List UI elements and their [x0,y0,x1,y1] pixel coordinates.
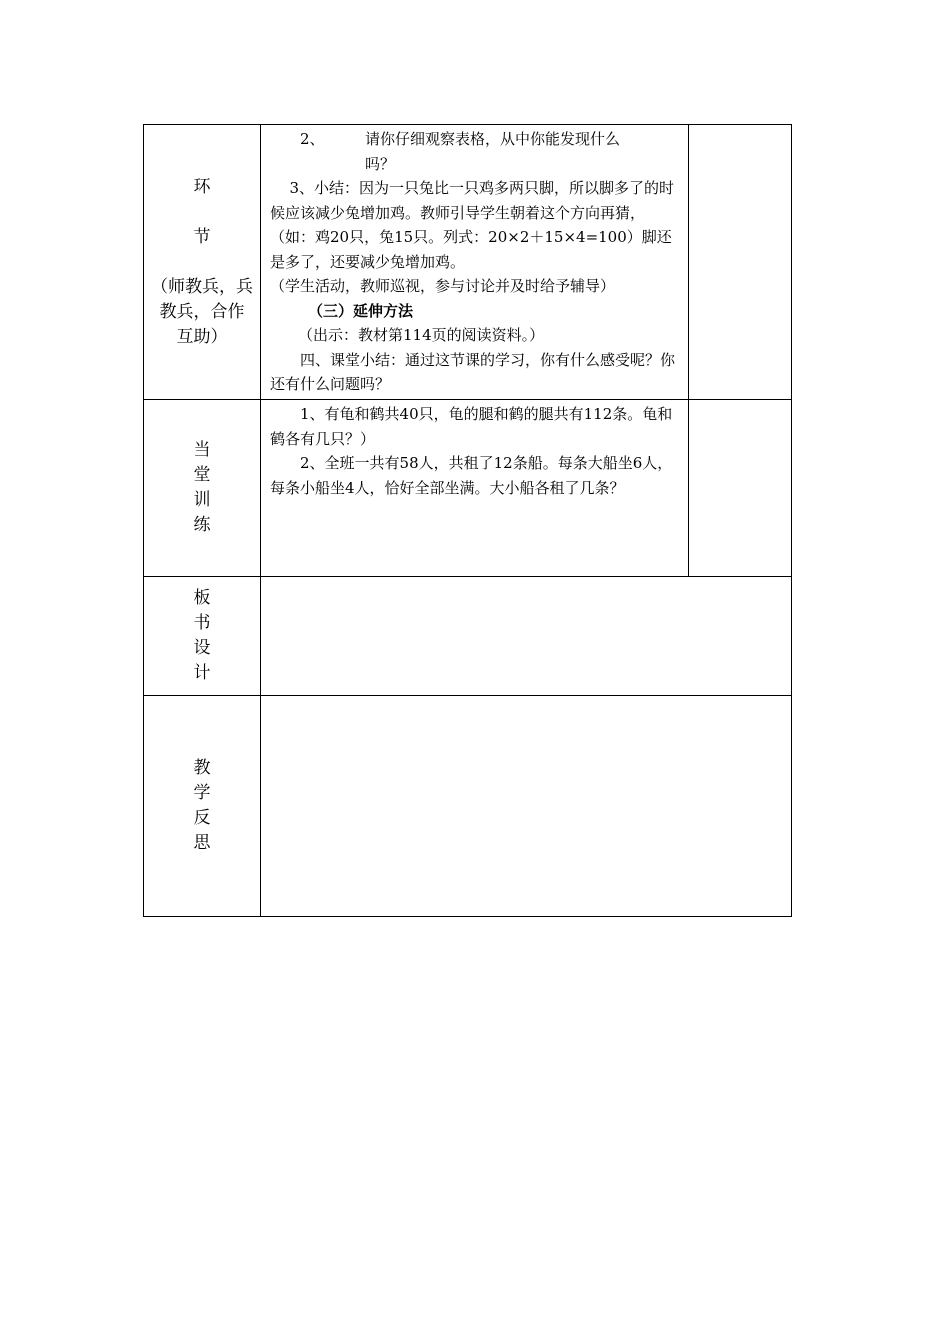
label-line: 训 [193,490,211,510]
label-board-design [144,577,261,696]
practice-content [261,400,689,577]
label-line: 设 [193,638,211,658]
lesson-plan-table [143,124,792,917]
row-reflection [144,696,792,917]
label-process [144,125,261,400]
reflection-content [261,696,792,917]
label-line: 节 [193,226,211,247]
label-line: 练 [193,515,211,535]
item-2-text: 请你仔细观察表格，从中你能发现什么 [365,130,621,148]
row-process [144,125,792,400]
label-line: 计 [193,663,211,683]
label-line: （师教兵，兵 [151,276,253,297]
practice-question-1: 1、有龟和鹤共40只，龟的腿和鹤的腿共有112条。龟和鹤各有几只？） [270,405,673,448]
process-content [261,125,689,400]
show-note: （出示：教材第114页的阅读资料。） [298,326,545,344]
row-practice [144,400,792,577]
activity-note: （学生活动，教师巡视，参与讨论并及时给予辅导） [270,277,616,295]
item-2 [270,127,682,152]
label-practice [144,400,261,577]
label-line: 堂 [193,465,211,485]
section-four-paragraph: 四、课堂小结：通过这节课的学习，你有什么感受呢？你还有什么问题吗？ [270,350,676,393]
label-line: 板 [193,588,211,608]
row-board-design [144,577,792,696]
section-three-heading: （三）延伸方法 [308,301,414,320]
label-line: 学 [193,783,211,803]
label-line: 教兵，合作 [159,301,245,322]
item-2-text-cont: 吗？ [365,154,396,173]
board-design-content [261,577,792,696]
practice-question-2: 2、全班一共有58人，共租了12条船。每条大船坐6人，每条小船坐4人，恰好全部坐满。大小船各租了几条？ [270,454,673,497]
label-line: 反 [193,808,211,828]
empty-cell [689,125,792,400]
label-reflection [144,696,261,917]
empty-cell [689,400,792,577]
label-line: 互助） [176,326,228,347]
label-line: 书 [193,613,211,633]
item-2-number: 2、 [300,130,325,148]
label-line: 教 [193,758,211,778]
label-line: 环 [193,176,211,197]
label-line: 思 [193,833,211,853]
summary-paragraph: 3、小结：因为一只兔比一只鸡多两只脚，所以脚多了的时候应该减少兔增加鸡。教师引导学生朝着这个方向再猜，（如：鸡20只，兔15只。列式：20×2＋15×4=100）脚还是多了，还要减少兔增加鸡。 [270,179,675,271]
label-line: 当 [193,440,211,460]
